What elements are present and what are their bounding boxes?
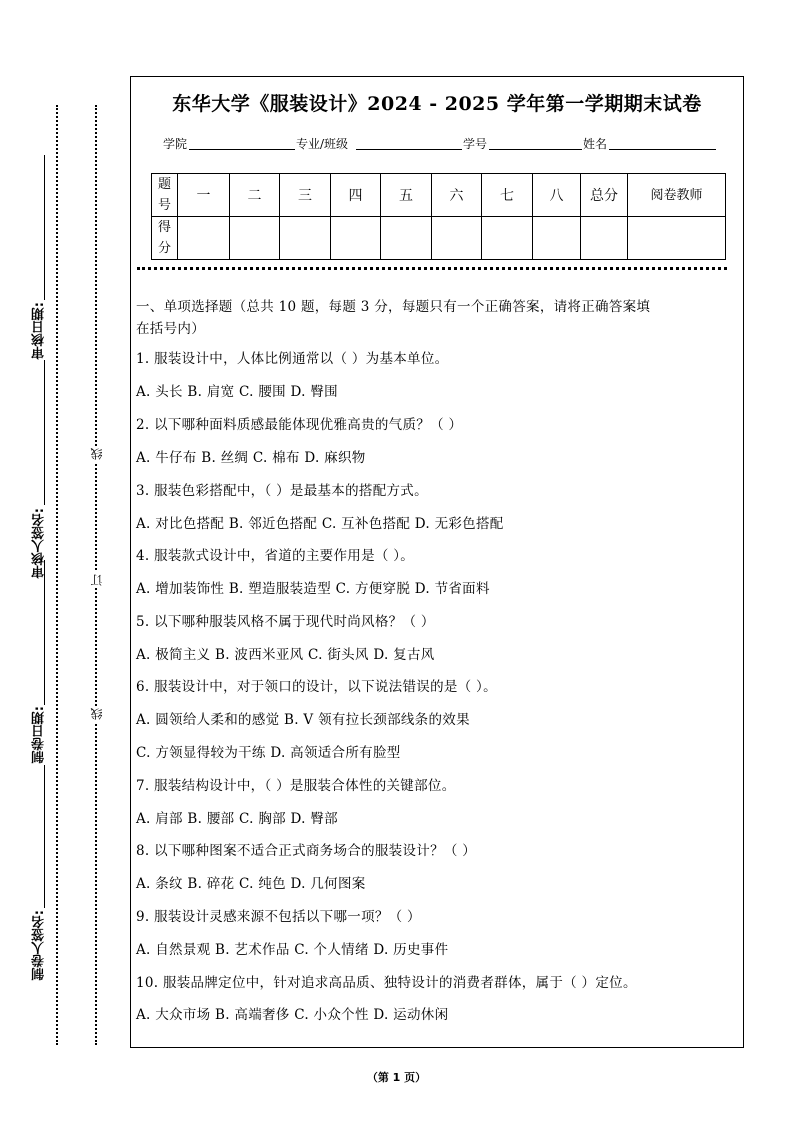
- score-col-total: 总分: [581, 174, 628, 217]
- score-cell[interactable]: [230, 217, 280, 260]
- question-3-options: A. 对比色搭配 B. 邻近色搭配 C. 互补色搭配 D. 无彩色搭配: [136, 516, 504, 532]
- score-col-7: 七: [482, 174, 533, 217]
- name-field[interactable]: [609, 149, 716, 150]
- question-8: 8. 以下哪种图案不适合正式商务场合的服装设计？（ ）: [136, 843, 477, 859]
- score-col-3: 三: [280, 174, 331, 217]
- major-class-field[interactable]: [356, 149, 462, 150]
- exam-title: 东华大学《服装设计》2024 - 2025 学年第一学期期末试卷: [172, 93, 702, 115]
- question-7-options: A. 肩部 B. 腰部 C. 胸部 D. 臀部: [136, 811, 338, 827]
- score-cell[interactable]: [533, 217, 581, 260]
- page-number: （第 1 页）: [366, 1071, 427, 1084]
- question-6: 6. 服装设计中，对于领口的设计，以下说法错误的是（ ）。: [136, 679, 497, 695]
- question-8-options: A. 条纹 B. 碎花 C. 纯色 D. 几何图案: [136, 876, 366, 892]
- score-col-grader: 阅卷教师: [628, 174, 726, 217]
- college-field[interactable]: [189, 149, 295, 150]
- question-5-options: A. 极简主义 B. 波西米亚风 C. 街头风 D. 复古风: [136, 647, 435, 663]
- dotted-separator: [137, 267, 727, 270]
- score-col-1: 一: [178, 174, 230, 217]
- review-date-label: 审核日期:: [32, 302, 47, 360]
- student-id-label: 学号: [463, 137, 488, 151]
- question-2: 2. 以下哪种面料质感最能体现优雅高贵的气质？（ ）: [136, 417, 463, 433]
- reviewer-signature-line: [44, 360, 45, 505]
- score-col-5: 五: [381, 174, 432, 217]
- question-4-options: A. 增加装饰性 B. 塑造服装造型 C. 方便穿脱 D. 节省面料: [136, 581, 490, 597]
- question-9-options: A. 自然景观 B. 艺术作品 C. 个人情绪 D. 历史事件: [136, 942, 449, 958]
- section-heading: 一、单项选择题（总共 10 题，每题 3 分，每题只有一个正确答案，请将正确答案填: [136, 299, 651, 315]
- binding-mark-line-top: 线: [90, 448, 104, 460]
- prep-date-label: 制卷日期:: [32, 706, 47, 764]
- question-10: 10. 服装品牌定位中，针对追求高品质、独特设计的消费者群体，属于（ ）定位。: [136, 975, 637, 991]
- score-cell-grader[interactable]: [628, 217, 726, 260]
- question-4: 4. 服装款式设计中，省道的主要作用是（ ）。: [136, 548, 415, 564]
- exam-paper-frame: [130, 76, 744, 1048]
- score-col-4: 四: [331, 174, 381, 217]
- score-cell-total[interactable]: [581, 217, 628, 260]
- preparer-signature-line: [44, 765, 45, 908]
- student-id-field[interactable]: [489, 149, 582, 150]
- college-label: 学院: [163, 137, 188, 151]
- score-table-score-label: 得分: [152, 217, 178, 260]
- question-1: 1. 服装设计中，人体比例通常以（ ）为基本单位。: [136, 351, 449, 367]
- binding-mark-ding: 订: [90, 574, 104, 586]
- prep-date-line: [44, 560, 45, 705]
- question-6-options-ab: A. 圆领给人柔和的感觉 B. V 领有拉长颈部线条的效果: [136, 712, 470, 728]
- major-class-label: 专业/班级: [296, 137, 349, 151]
- preparer-signature-label: 制卷人签名:: [32, 910, 47, 981]
- binding-mark-line-bottom: 线: [90, 708, 104, 720]
- score-cell[interactable]: [432, 217, 482, 260]
- score-table: [151, 173, 726, 260]
- question-6-options-cd: C. 方领显得较为干练 D. 高领适合所有脸型: [136, 745, 401, 761]
- question-5: 5. 以下哪种服装风格不属于现代时尚风格？（ ）: [136, 614, 435, 630]
- question-3: 3. 服装色彩搭配中，（ ）是最基本的搭配方式。: [136, 483, 428, 499]
- section-heading-cont: 在括号内）: [136, 321, 205, 337]
- name-label: 姓名: [583, 137, 608, 151]
- score-cell[interactable]: [482, 217, 533, 260]
- review-date-line: [44, 155, 45, 300]
- binding-dotted-line-left: [56, 105, 58, 1045]
- score-cell[interactable]: [178, 217, 230, 260]
- score-col-6: 六: [432, 174, 482, 217]
- score-col-2: 二: [230, 174, 280, 217]
- score-cell[interactable]: [381, 217, 432, 260]
- question-1-options: A. 头长 B. 肩宽 C. 腰围 D. 臀围: [136, 384, 338, 400]
- question-10-options: A. 大众市场 B. 高端奢侈 C. 小众个性 D. 运动休闲: [136, 1007, 449, 1023]
- score-cell[interactable]: [331, 217, 381, 260]
- question-7: 7. 服装结构设计中，（ ）是服装合体性的关键部位。: [136, 778, 456, 794]
- score-table-header-label: 题号: [152, 174, 178, 217]
- score-cell[interactable]: [280, 217, 331, 260]
- score-col-8: 八: [533, 174, 581, 217]
- reviewer-signature-label: 审核人签名:: [32, 508, 47, 579]
- question-2-options: A. 牛仔布 B. 丝绸 C. 棉布 D. 麻织物: [136, 450, 366, 466]
- question-9: 9. 服装设计灵感来源不包括以下哪一项？（ ）: [136, 909, 421, 925]
